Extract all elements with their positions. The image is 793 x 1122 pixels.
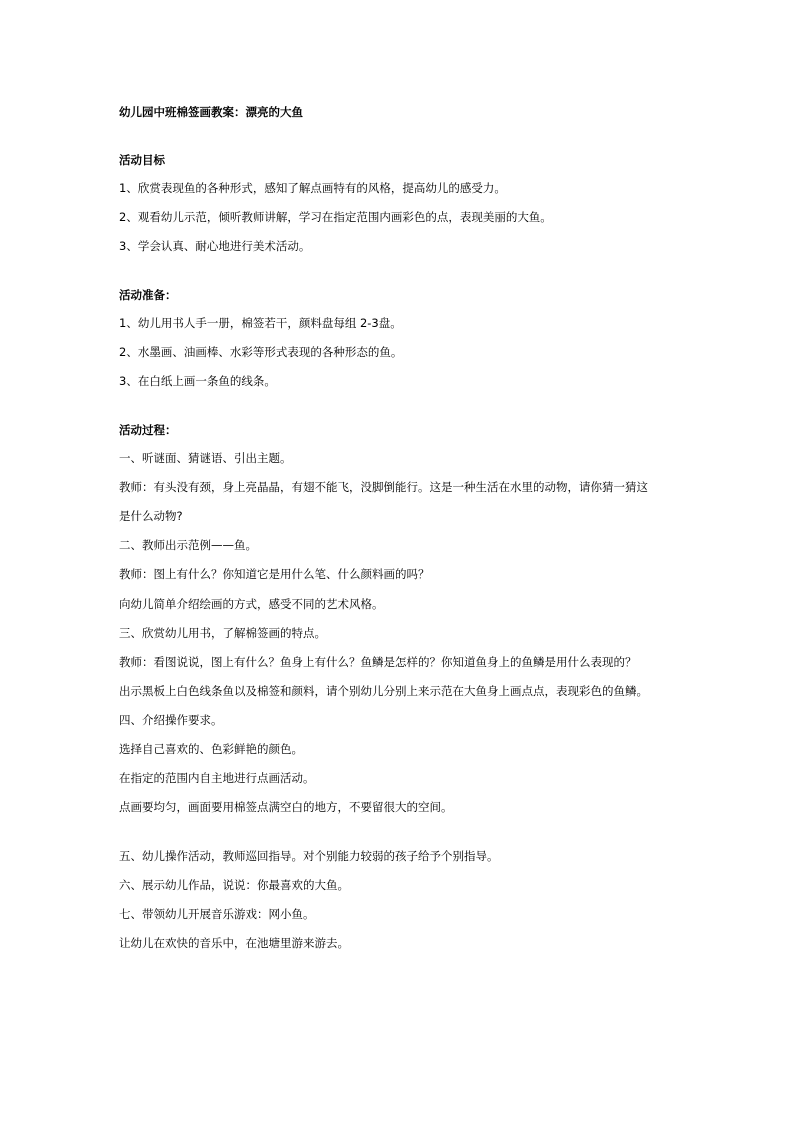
goals-item-3: 3、学会认真、耐心地进行美术活动。 <box>119 239 311 253</box>
process-line-14: 五、幼儿操作活动，教师巡回指导。对个别能力较弱的孩子给予个别指导。 <box>119 849 499 863</box>
process-line-1: 一、听谜面、猜谜语、引出主题。 <box>119 451 292 465</box>
process-line-8: 教师：看图说说，图上有什么？鱼身上有什么？鱼鳞是怎样的？你知道鱼身上的鱼鳞是用什么表现的？ <box>119 655 637 669</box>
prep-heading: 活动准备： <box>119 288 177 302</box>
goals-heading: 活动目标 <box>119 153 165 167</box>
prep-item-2: 2、水墨画、油画棒、水彩等形式表现的各种形态的鱼。 <box>119 345 403 359</box>
process-line-11: 选择自己喜欢的、色彩鲜艳的颜色。 <box>119 742 303 756</box>
process-line-6: 向幼儿简单介绍绘画的方式，感受不同的艺术风格。 <box>119 597 384 611</box>
process-line-4: 二、教师出示范例——鱼。 <box>119 538 257 552</box>
process-line-5: 教师：图上有什么？你知道它是用什么笔、什么颜料画的吗？ <box>119 567 430 581</box>
process-line-7: 三、欣赏幼儿用书，了解棉签画的特点。 <box>119 626 326 640</box>
prep-item-3: 3、在白纸上画一条鱼的线条。 <box>119 374 276 388</box>
process-line-2: 教师：有头没有颈，身上亮晶晶，有翅不能飞，没脚倒能行。这是一种生活在水里的动物，请你猜一猜这 <box>119 480 648 494</box>
process-line-16: 七、带领幼儿开展音乐游戏：网小鱼。 <box>119 907 315 921</box>
goals-item-1: 1、欣赏表现鱼的各种形式，感知了解点画特有的风格，提高幼儿的感受力。 <box>119 181 506 195</box>
prep-item-1: 1、幼儿用书人手一册，棉签若干，颜料盘每组 2-3盘。 <box>119 316 402 330</box>
process-line-13: 点画要均匀，画面要用棉签点满空白的地方，不要留很大的空间。 <box>119 800 453 814</box>
process-line-17: 让幼儿在欢快的音乐中，在池塘里游来游去。 <box>119 936 349 950</box>
process-heading: 活动过程： <box>119 423 177 437</box>
process-line-15: 六、展示幼儿作品，说说：你最喜欢的大鱼。 <box>119 878 349 892</box>
process-line-12: 在指定的范围内自主地进行点画活动。 <box>119 771 315 785</box>
process-line-9: 出示黑板上白色线条鱼以及棉签和颜料，请个别幼儿分别上来示范在大鱼身上画点点，表现彩色的鱼鳞。 <box>119 684 648 698</box>
document-title: 幼儿园中班棉签画教案：漂亮的大鱼 <box>119 105 303 119</box>
process-line-10: 四、介绍操作要求。 <box>119 713 223 727</box>
process-line-3: 是什么动物? <box>119 509 183 523</box>
goals-item-2: 2、观看幼儿示范，倾听教师讲解，学习在指定范围内画彩色的点，表现美丽的大鱼。 <box>119 210 552 224</box>
